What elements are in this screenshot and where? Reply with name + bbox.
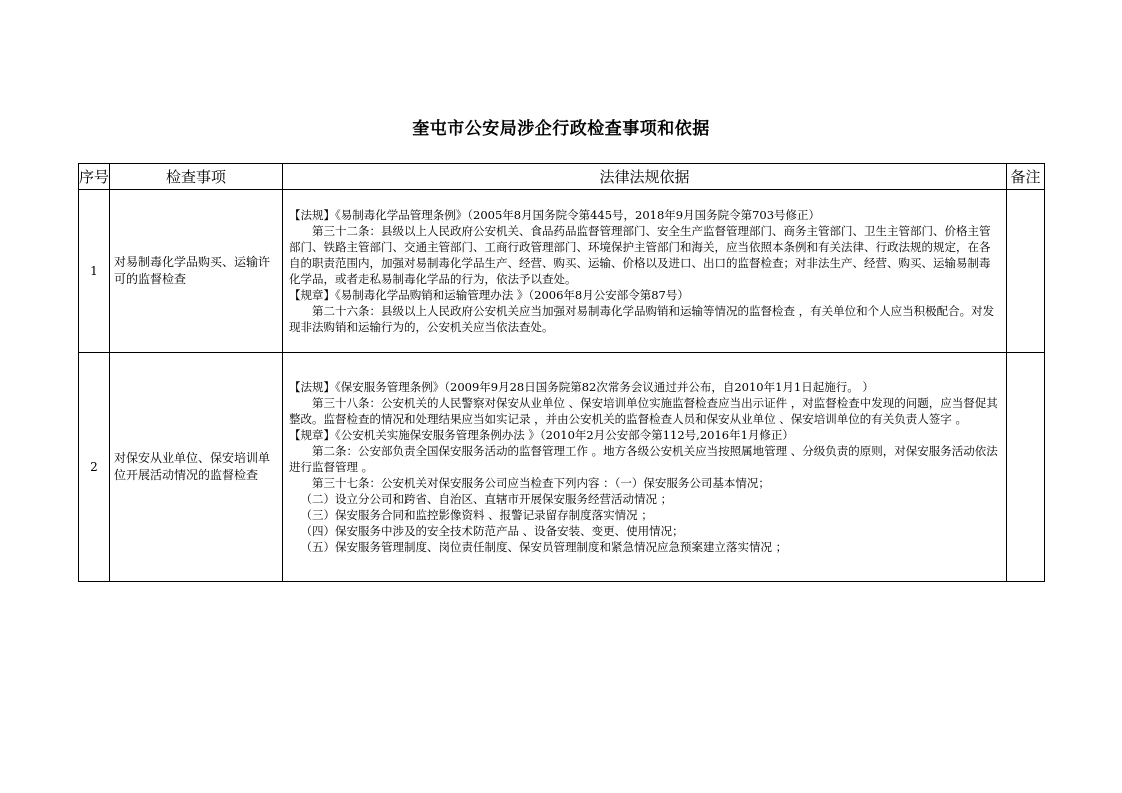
row-number: 1 [79,190,110,353]
remark-cell [1007,353,1045,582]
basis-sub-item: （三）保安服务合同和监控影像资料 、报警记录留存制度落实情况 ； [300,508,653,522]
inspection-table [78,163,1045,582]
page-title: 奎屯市公安局涉企行政检查事项和依据 [412,119,710,139]
basis-regulation-heading: 【法规】《保安服务管理条例》（2009年9月28日国务院第82次常务会议通过并公布，自2010年1月1日起施行。 ） [289,380,874,394]
row-number: 2 [79,353,110,582]
table-header-row [79,164,1045,190]
basis-regulation-heading: 【法规】《易制毒化学品管理条例》（2005年8月国务院令第445号，2018年9月国务院令第703号修正） [289,208,821,222]
table-row [79,190,1045,353]
basis-rule-heading: 【规章】《易制毒化学品购销和运输管理办法 》（2006年8月公安部令第87号） [289,288,689,302]
basis-sub-item: （五）保安服务管理制度、岗位责任制度、保安员管理制度和紧急情况应急预案建立落实情况 ； [300,540,788,554]
basis-sub-item: （四）保安服务中涉及的安全技术防范产品 、设备安装、变更、使用情况； [300,524,684,538]
basis-article: 第三十八条：公安机关的人民警察对保安从业单位 、保安培训单位实施监督检查应当出示证件 ，对监督检查中发现的问题，应当督促其整改。监督检查的情况和处理结果应当如实记录 ，并由公安机关的监督检查人员和保安从业单位 、保安培训单位的有关负责人签字 。 [289,396,998,426]
inspection-item: 对易制毒化学品购买、运输许可的监督检查 [110,190,283,353]
basis-article: 第三十七条：公安机关对保安服务公司应当检查下列内容 ：（一）保安服务公司基本情况； [312,476,770,490]
basis-article: 第三十二条：县级以上人民政府公安机关、食品药品监督管理部门、安全生产监督管理部门、商务主管部门、卫生主管部门、价格主管部门、铁路主管部门、交通主管部门、工商行政管理部门、环境保护主管部门和海关，应当依照本条例和有关法律、行政法规的规定，在各自的职责范围内，加强对易制毒化学品生产、经营、购买、运输、价格以及进口、出口的监督检查；对非法生产、经营、购买、运输易制毒化学品，或者走私易制毒化学品的行为，依法予以查处。 [289,224,991,286]
remark-cell [1007,190,1045,353]
legal-basis [283,190,1007,353]
legal-basis [283,353,1007,582]
basis-article: 第二十六条：县级以上人民政府公安机关应当加强对易制毒化学品购销和运输等情况的监督检查 ，有关单位和个人应当积极配合。对发现非法购销和运输行为的，公安机关应当依法查处。 [289,304,995,334]
basis-rule-heading: 【规章】《公安机关实施保安服务管理条例办法 》（2010年2月公安部令第112号,2016年1月修正） [289,428,794,442]
inspection-item: 对保安从业单位、保安培训单位开展活动情况的监督检查 [110,353,283,582]
basis-sub-item: （二）设立分公司和跨省、自治区、直辖市开展保安服务经营活动情况 ； [300,492,673,506]
header-no: 序号 [79,164,110,190]
header-remark: 备注 [1007,164,1045,190]
basis-article: 第二条：公安部负责全国保安服务活动的监督管理工作 。地方各级公安机关应当按照属地管理 、分级负责的原则，对保安服务活动依法进行监督管理 。 [289,444,998,474]
header-basis: 法律法规依据 [283,164,1007,190]
header-item: 检查事项 [110,164,283,190]
table-row [79,353,1045,582]
